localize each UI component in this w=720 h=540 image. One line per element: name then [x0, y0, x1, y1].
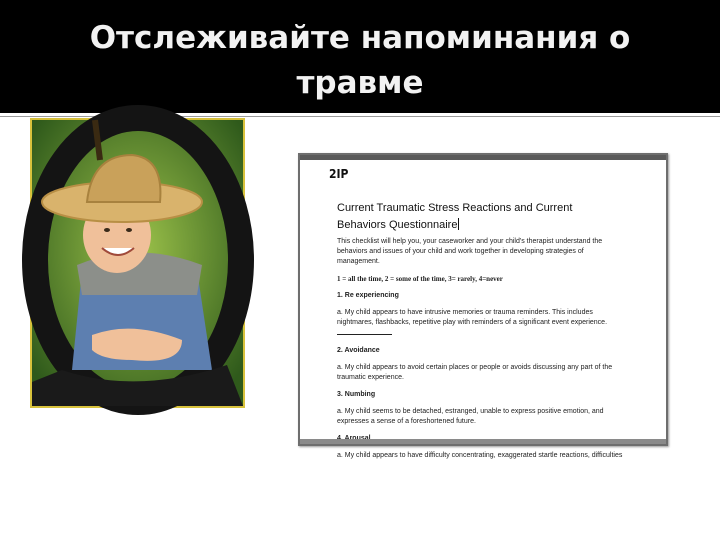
section-text: a. My child appears to avoid certain places or people or avoids discussing any part of the traumatic experience. — [337, 364, 613, 381]
section-text: a. My child appears to have difficulty concentrating, exaggerated startle reactions, difficulties — [337, 452, 623, 459]
section-heading: 2. Avoidance — [337, 347, 380, 354]
slide-title-bar — [0, 0, 720, 113]
answer-blank — [337, 328, 392, 335]
section-text: a. My child seems to be detached, estranged, unable to express positive emotion, and expresses a sense of a foreshortened future. — [337, 408, 604, 425]
document-top-border — [300, 155, 666, 160]
document-bottom-border — [300, 439, 666, 444]
questionnaire-document — [298, 153, 668, 459]
section-heading: 3. Numbing — [337, 391, 376, 398]
document-title — [337, 200, 637, 234]
document-title-line2: Behaviors Questionnaire — [337, 219, 458, 231]
document-title-line1: Current Traumatic Stress Reactions and Current — [337, 202, 573, 214]
document-body — [337, 237, 627, 468]
slide-title — [0, 16, 720, 106]
document-code: 2IP — [329, 167, 349, 181]
section-text: a. My child appears to have intrusive memories or trauma reminders. This includes nightmares, flashbacks, repetitive play with reminders of a significant event experience. — [337, 308, 627, 339]
section-heading: 1. Re experiencing — [337, 292, 399, 299]
slide-title-line2: травме — [296, 65, 424, 101]
text-cursor — [458, 218, 459, 230]
child-photo — [30, 118, 245, 408]
document-intro: This checklist will help you, your caseworker and your child's therapist understand the behaviors and issues of your child and work together in developing strategies of management. — [337, 238, 603, 265]
child-photo-illustration — [32, 120, 243, 406]
rating-scale: 1 = all the time, 2 = some of the time, 3= rarely, 4=never — [337, 275, 503, 283]
slide-title-line1: Отслеживайте напоминания о — [89, 20, 631, 56]
